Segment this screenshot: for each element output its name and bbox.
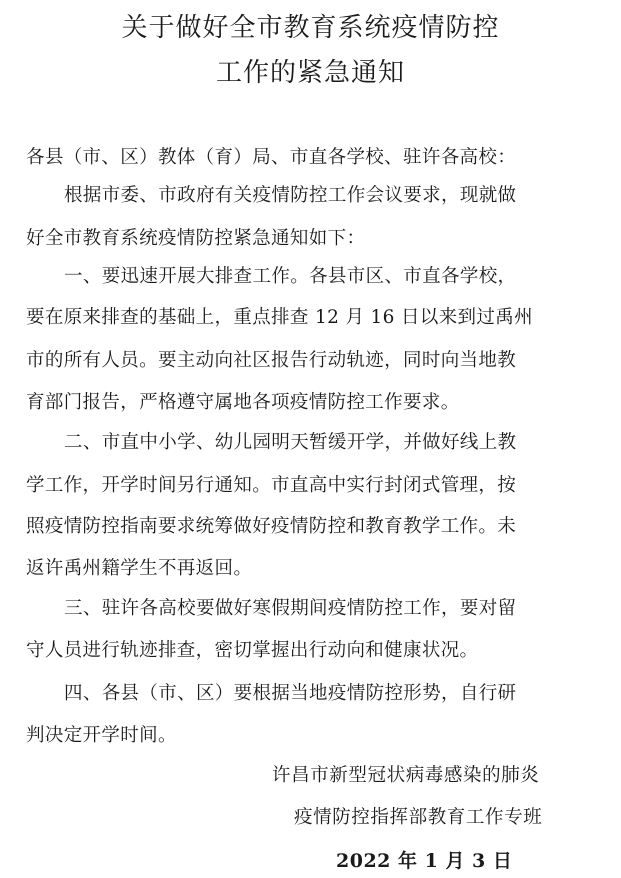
- body-line: 守人员进行轨迹排查，密切掌握出行动向和健康状况。: [26, 640, 479, 661]
- notice-date: 2022 年 1 月 3 日: [336, 850, 513, 872]
- signature-line-1: 许昌市新型冠状病毒感染的肺炎: [272, 765, 540, 786]
- body-line: 三、驻许各高校要做好寒假期间疫情防控工作，要对留: [64, 598, 517, 619]
- body-line: 根据市委、市政府有关疫情防控工作会议要求，现就做: [64, 185, 517, 206]
- body-line: 一、要迅速开展大排查工作。各县市区、市直各学校，: [64, 266, 517, 287]
- body-line: 要在原来排查的基础上，重点排查 12 月 16 日以来到过禹州: [26, 307, 533, 328]
- salutation: 各县（市、区）教体（育）局、市直各学校、驻许各高校：: [26, 147, 517, 168]
- notice-title-line-1: 关于做好全市教育系统疫情防控: [121, 13, 500, 43]
- signature-line-2: 疫情防控指挥部教育工作专班: [294, 807, 543, 828]
- body-line: 返许禹州籍学生不再返回。: [26, 558, 253, 579]
- body-line: 市的所有人员。要主动向社区报告行动轨迹，同时向当地教: [26, 350, 517, 371]
- notice-title-line-2: 工作的紧急通知: [215, 58, 405, 88]
- body-line: 学工作，开学时间另行通知。市直高中实行封闭式管理，按: [26, 475, 517, 496]
- body-line: 四、各县（市、区）要根据当地疫情防控形势，自行研: [64, 683, 517, 704]
- body-line: 判决定开学时间。: [26, 725, 177, 746]
- body-line: 育部门报告，严格遵守属地各项疫情防控工作要求。: [26, 392, 460, 413]
- body-line: 好全市教育系统疫情防控紧急通知如下：: [26, 228, 366, 249]
- body-line: 二、市直中小学、幼儿园明天暂缓开学，并做好线上教: [64, 432, 517, 453]
- body-line: 照疫情防控指南要求统筹做好疫情防控和教育教学工作。未: [26, 516, 517, 537]
